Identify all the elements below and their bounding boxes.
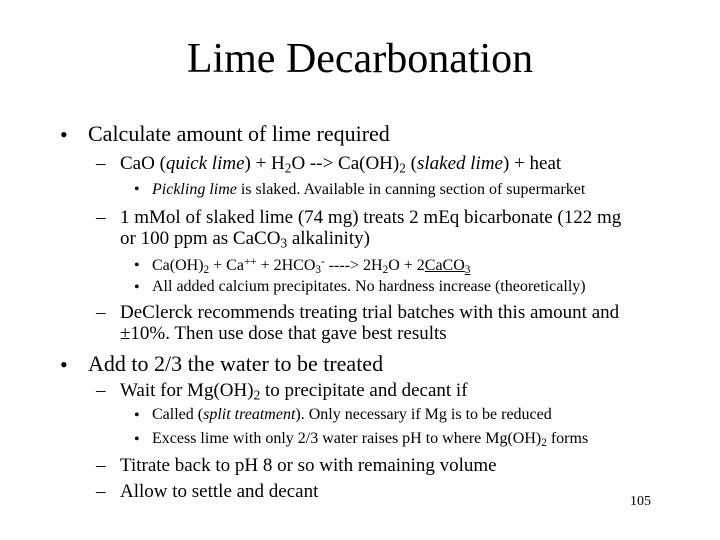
bullet-marker: • bbox=[134, 431, 140, 448]
declerck-line2: ±10%. Then use dose that gave best results bbox=[120, 323, 447, 344]
page-number: 105 bbox=[630, 494, 651, 509]
wait-for-mgoh2: Wait for $Mg(OH)_2$ to precipitate and decant if bbox=[120, 380, 468, 403]
bullet-marker: • bbox=[134, 181, 140, 198]
bullet-calculate-lime: Calculate amount of lime required bbox=[88, 121, 390, 146]
dash-marker: – bbox=[96, 455, 106, 476]
dash-marker: – bbox=[96, 302, 106, 323]
bullet-add-two-thirds: Add to 2/3 the water to be treated bbox=[88, 351, 384, 376]
dash-marker: – bbox=[96, 207, 106, 228]
calcium-precipitates-note: All added calcium precipitates. No hardness increase (theoretically) bbox=[152, 278, 586, 295]
slide-title: Lime Decarbonation bbox=[186, 36, 534, 82]
bullet-marker: • bbox=[134, 407, 140, 424]
dash-marker: – bbox=[96, 153, 106, 174]
dash-marker: – bbox=[96, 481, 106, 502]
dash-marker: – bbox=[96, 380, 106, 401]
declerck-line1: DeClerck recommends treating trial batches with this amount and bbox=[120, 302, 620, 323]
settle-decant: Allow to settle and decant bbox=[120, 481, 319, 502]
bullet-marker: • bbox=[134, 257, 140, 274]
titrate-back: Titrate back to pH 8 or so with remaining volume bbox=[120, 455, 497, 476]
reaction-quicklime: CaO (quick $\lim e) + H_2O$ --> $Ca(OH)_2$ (slaked lime) + heat bbox=[120, 153, 562, 176]
mmol-treats-line1: 1 mMol of slaked lime (74 mg) treats 2 mEq bicarbonate (122 mg bbox=[120, 207, 622, 228]
excess-lime-note: Excess lime with only 2/3 water raises pH to where $Mg(OH)_2$ forms bbox=[152, 430, 589, 449]
pickling-lime-note: Pickling lime is slaked. Available in canning section of supermarket bbox=[152, 181, 586, 198]
mmol-treats-line2: or 100 ppm as CaCO$_3$ alkalinity) bbox=[120, 228, 370, 251]
bullet-marker: • bbox=[60, 122, 68, 147]
split-treatment-note: Called (split treatment). Only necessary if Mg is to be reduced bbox=[152, 406, 552, 423]
bullet-marker: • bbox=[134, 279, 140, 296]
bullet-marker: • bbox=[60, 352, 68, 377]
reaction-bicarbonate: $Ca(OH)_2 + Ca^{++} + 2HCO_3^-$ ----> $2H_2O$ + 2CaCO$_3$ bbox=[152, 256, 471, 276]
